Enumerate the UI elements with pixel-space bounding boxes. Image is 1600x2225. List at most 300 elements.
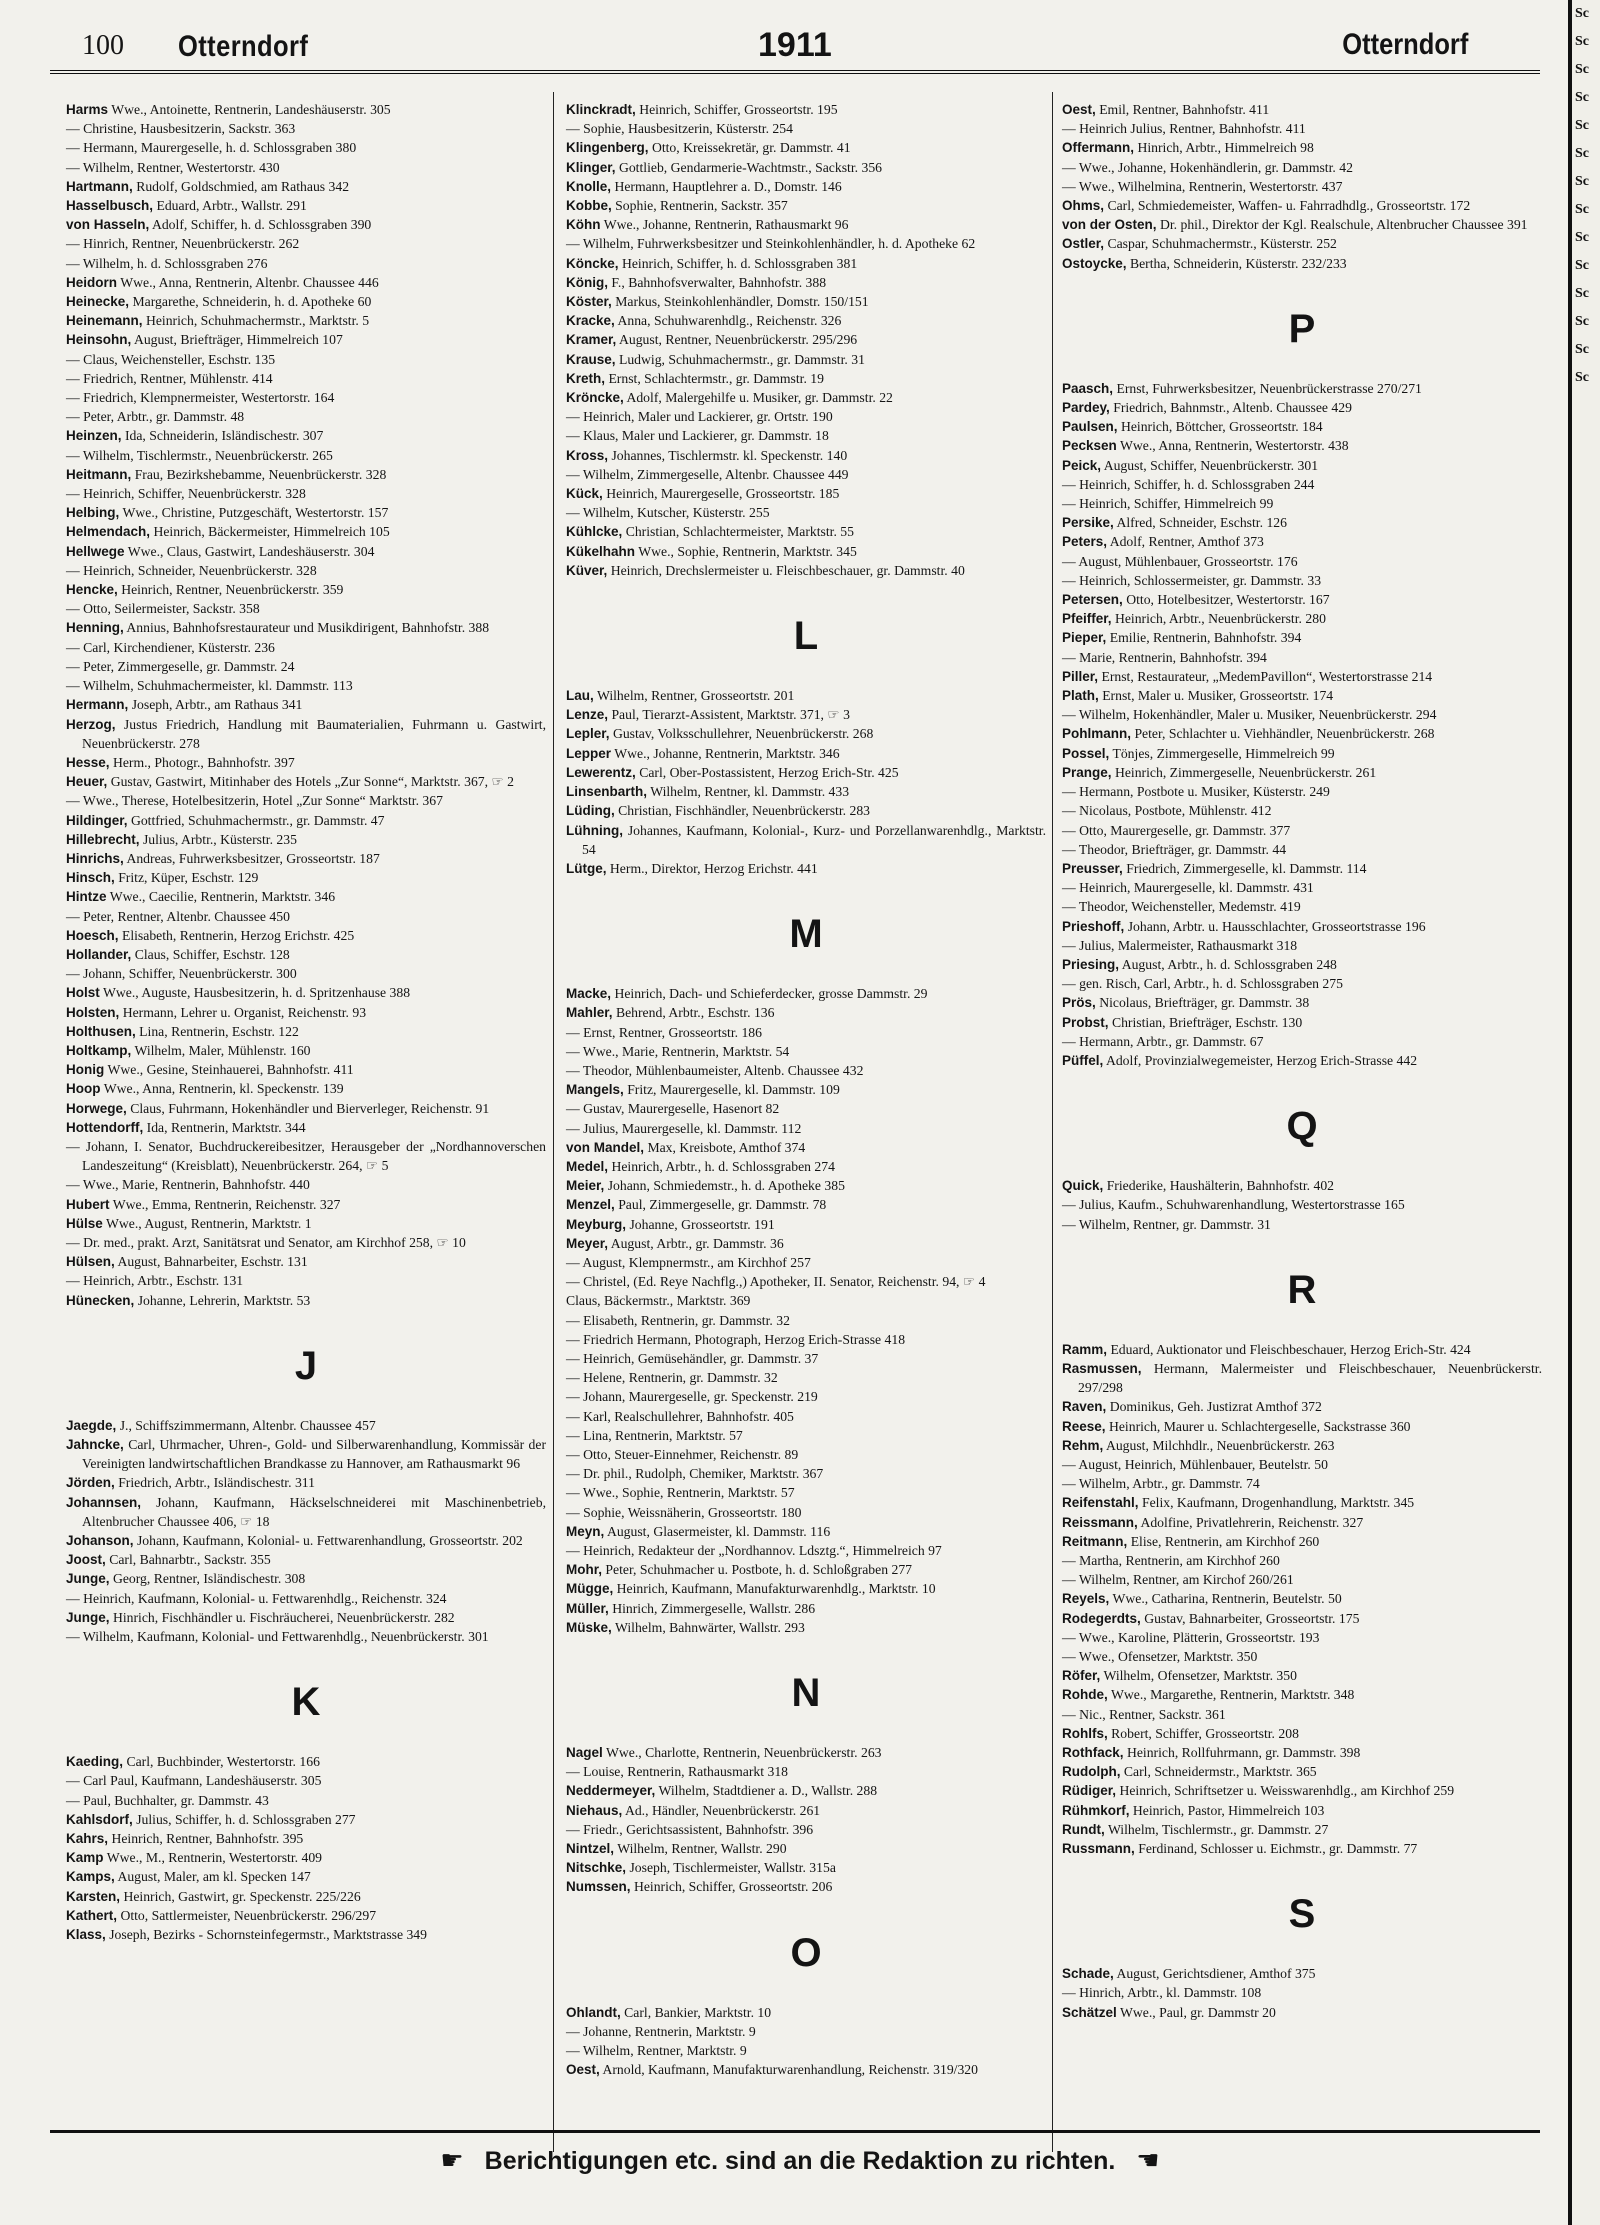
directory-entry <box>66 715 546 753</box>
entry-details: — Heinrich Julius, Rentner, Bahnhofstr. 411 <box>1062 121 1306 137</box>
entry-details: Nicolaus, Briefträger, gr. Dammstr. 38 <box>1099 995 1310 1011</box>
entry-surname: Kamps, <box>66 1869 115 1885</box>
directory-entry <box>566 705 1046 724</box>
directory-entry <box>1062 158 1542 177</box>
entry-details: Heinrich, Schuhmachermstr., Marktstr. 5 <box>145 313 370 329</box>
section-letter: L <box>793 614 819 659</box>
directory-entry <box>566 1080 1046 1099</box>
entry-details: Ad., Händler, Neuenbrückerstr. 261 <box>624 1802 821 1818</box>
entry-details: Gottlieb, Gendarmerie-Wachtmstr., Sackstr. 356 <box>618 159 883 175</box>
directory-entry <box>566 1234 1046 1253</box>
entry-surname: Lau, <box>566 688 594 704</box>
entry-details: Heinrich, Schiffer, h. d. Schlossgraben 381 <box>621 255 858 271</box>
directory-entry <box>66 234 546 253</box>
section-letter: N <box>791 1671 821 1716</box>
entry-details: — Johanne, Rentnerin, Marktstr. 9 <box>566 2023 756 2039</box>
entry-surname: Kamp <box>66 1850 104 1866</box>
directory-entry <box>66 1791 546 1810</box>
entry-details: F., Bahnhofsverwalter, Bahnhofstr. 388 <box>611 274 827 290</box>
directory-entry <box>66 177 546 196</box>
entry-surname: Macke, <box>566 986 612 1002</box>
directory-entry <box>1062 724 1542 743</box>
footer-note <box>0 2145 1600 2176</box>
entry-details: Heinrich, Maurergeselle, Grosseortstr. 185 <box>606 486 840 502</box>
directory-entry <box>1062 2003 1542 2022</box>
entry-surname: Helmendach, <box>66 524 151 540</box>
directory-entry <box>566 138 1046 157</box>
entry-details: Herm., Direktor, Herzog Erichstr. 441 <box>609 860 818 876</box>
entry-surname: Prieshoff, <box>1062 918 1125 934</box>
entry-surname: Hubert <box>66 1196 110 1212</box>
entry-details: — Wilhelm, Kaufmann, Kolonial- und Fettwarenhdlg., Neuenbrückerstr. 301 <box>66 1629 489 1645</box>
entry-details: Ida, Schneiderin, Isländischestr. 307 <box>124 428 324 444</box>
entry-details: Carl, Schneidermstr., Marktstr. 365 <box>1123 1764 1317 1780</box>
directory-entry <box>1062 840 1542 859</box>
entry-details: Carl, Uhrmacher, Uhren-, Gold- und Silberwarenhandlung, Kommissär der Vereinigten landwirtschaftlichen Brandkasse zu Hannover, am Rathausmarkt 96 <box>82 1437 547 1472</box>
directory-entry <box>566 254 1046 273</box>
directory-entry <box>566 292 1046 311</box>
entry-details: Adolf, Rentner, Amthof 373 <box>1109 534 1264 550</box>
entry-surname: Priesing, <box>1062 956 1120 972</box>
entry-details: Felix, Kaufmann, Drogenhandlung, Marktstr. 345 <box>1141 1495 1415 1511</box>
adjacent-page-fragment: Sc <box>1575 174 1589 189</box>
entry-details: Wilhelm, Maler, Mühlenstr. 160 <box>134 1042 311 1058</box>
entry-details: Hermann, Hauptlehrer a. D., Domstr. 146 <box>614 178 842 194</box>
adjacent-page-fragment: Sc <box>1575 118 1589 133</box>
entry-surname: Müske, <box>566 1619 612 1635</box>
entry-surname: Johanson, <box>66 1533 134 1549</box>
entry-details: Justus Friedrich, Handlung mit Baumaterialien, Fuhrmann u. Gastwirt, Neuenbrückerstr. 278 <box>82 716 547 751</box>
directory-entry <box>66 1195 546 1214</box>
entry-details: — Julius, Kaufm., Schuhwarenhandlung, Westertorstrasse 165 <box>1062 1197 1405 1213</box>
directory-entry <box>566 1464 1046 1483</box>
entry-surname: Hottendorff, <box>66 1119 144 1135</box>
entry-details: Julius, Arbtr., Küsterstr. 235 <box>142 831 297 847</box>
entry-details: Hinrich, Arbtr., Himmelreich 98 <box>1137 140 1314 156</box>
entry-details: Ernst, Maler u. Musiker, Grosseortstr. 174 <box>1102 688 1334 704</box>
footer-rule <box>50 2130 1540 2133</box>
directory-entry <box>566 273 1046 292</box>
entry-details: Heinrich, Kaufmann, Manufakturwarenhdlg., Marktstr. 10 <box>616 1581 936 1597</box>
entry-details: Otto, Kreissekretär, gr. Dammstr. 41 <box>651 140 851 156</box>
entry-surname: Kathert, <box>66 1907 118 1923</box>
entry-details: — Wwe., Karoline, Plätterin, Grosseortstr. 193 <box>1062 1629 1320 1645</box>
entry-surname: Hellwege <box>66 543 125 559</box>
directory-entry <box>1062 897 1542 916</box>
entry-details: Heinrich, Arbtr., h. d. Schlossgraben 274 <box>611 1158 835 1174</box>
entry-surname: Lenze, <box>566 707 609 723</box>
entry-details: Gustav, Gastwirt, Mitinhaber des Hotels „Zur Sonne“, Marktstr. 367, ☞ 2 <box>110 774 515 790</box>
directory-entry <box>1062 1513 1542 1532</box>
entry-details: Robert, Schiffer, Grosseortstr. 208 <box>1111 1725 1299 1741</box>
directory-entry <box>66 1137 546 1175</box>
directory-entry <box>566 1858 1046 1877</box>
entry-details: Heinrich, Rollfuhrmann, gr. Dammstr. 398 <box>1126 1745 1361 1761</box>
entry-details: — Sophie, Weissnäherin, Grosseortstr. 180 <box>566 1504 802 1520</box>
entry-surname: Heinsohn, <box>66 332 132 348</box>
entry-surname: Holthusen, <box>66 1023 136 1039</box>
entry-surname: Honig <box>66 1062 105 1078</box>
directory-entry <box>66 503 546 522</box>
directory-entry <box>1062 1417 1542 1436</box>
directory-entry <box>566 1579 1046 1598</box>
entry-details: Max, Kreisbote, Amthof 374 <box>647 1139 806 1155</box>
entry-surname: Prös, <box>1062 995 1096 1011</box>
entry-surname: Pecksen <box>1062 438 1117 454</box>
directory-entry <box>66 1214 546 1233</box>
entry-surname: Preusser, <box>1062 860 1123 876</box>
directory-entry <box>1062 215 1542 234</box>
directory-entry <box>1062 552 1542 571</box>
directory-entry <box>566 196 1046 215</box>
directory-entry <box>566 1003 1046 1022</box>
directory-entry <box>66 657 546 676</box>
entry-details: — Heinrich, Schneider, Neuenbrückerstr. 328 <box>66 562 317 578</box>
directory-entry <box>1062 1397 1542 1416</box>
entry-details: Hinrich, Zimmergeselle, Wallstr. 286 <box>612 1600 816 1616</box>
directory-entry <box>66 1550 546 1569</box>
entry-details: Sophie, Rentnerin, Sackstr. 357 <box>615 198 788 214</box>
section-letter: M <box>789 912 823 957</box>
entry-details: — Wwe., Johanne, Hokenhändlerin, gr. Dammstr. 42 <box>1062 159 1353 175</box>
directory-entry <box>1062 494 1542 513</box>
entry-details: Hermann, Malermeister und Fleischbeschauer, Neuenbrückerstr. 297/298 <box>1078 1360 1543 1396</box>
entry-details: — Ernst, Rentner, Grosseortstr. 186 <box>566 1024 762 1040</box>
entry-details: Wwe., Christine, Putzgeschäft, Westertorstr. 157 <box>122 505 389 521</box>
entry-details: Johanne, Grosseortstr. 191 <box>629 1216 775 1232</box>
entry-details: Carl, Ober-Postassistent, Herzog Erich-Str. 425 <box>639 764 899 780</box>
entry-details: — Nic., Rentner, Sackstr. 361 <box>1062 1706 1226 1722</box>
entry-details: August, Rentner, Neuenbrückerstr. 295/296 <box>618 332 858 348</box>
entry-details: Ida, Rentnerin, Marktstr. 344 <box>146 1119 306 1135</box>
entry-surname: Mügge, <box>566 1581 614 1597</box>
entry-details: Wwe., Gesine, Steinhauerei, Bahnhofstr. 411 <box>107 1062 354 1078</box>
directory-entry <box>566 1119 1046 1138</box>
directory-entry <box>566 1407 1046 1426</box>
entry-details: — Peter, Rentner, Altenbr. Chaussee 450 <box>66 908 290 924</box>
entry-details: Otto, Hotelbesitzer, Westertorstr. 167 <box>1126 592 1330 608</box>
directory-entry <box>566 1877 1046 1896</box>
directory-entry <box>66 1175 546 1194</box>
entry-details: Christian, Schlachtermeister, Marktstr. 55 <box>625 524 854 540</box>
adjacent-page-fragment: Sc <box>1575 230 1589 245</box>
directory-entry <box>66 292 546 311</box>
entry-details: Johann, Arbtr. u. Hausschlachter, Grosseortstrasse 196 <box>1127 918 1426 934</box>
directory-entry <box>566 2060 1046 2079</box>
directory-entry <box>1062 686 1542 705</box>
directory-entry <box>1062 744 1542 763</box>
directory-entry <box>66 907 546 926</box>
entry-details: Wwe., Margarethe, Rentnerin, Marktstr. 348 <box>1110 1687 1355 1703</box>
entry-details: — Martha, Rentnerin, am Kirchhof 260 <box>1062 1552 1280 1568</box>
directory-entry <box>66 465 546 484</box>
entry-details: — Wilhelm, Arbtr., gr. Dammstr. 74 <box>1062 1476 1260 1492</box>
entry-surname: Kreth, <box>566 370 606 386</box>
directory-entry <box>1062 782 1542 801</box>
directory-entry <box>1062 974 1542 993</box>
entry-surname: Hinrichs, <box>66 850 124 866</box>
entry-details: Elise, Rentnerin, am Kirchhof 260 <box>1130 1533 1320 1549</box>
entry-surname: Hintze <box>66 889 107 905</box>
entry-surname: Kükelhahn <box>566 543 636 559</box>
entry-details: Johannes, Kaufmann, Kolonial-, Kurz- und Porzellanwarenhdlg., Marktstr. 54 <box>582 822 1046 857</box>
directory-entry <box>66 695 546 714</box>
directory-entry <box>1062 628 1542 647</box>
entry-surname: Rühmkorf, <box>1062 1802 1130 1818</box>
entry-surname: Kahrs, <box>66 1831 109 1847</box>
adjacent-page-fragment: Sc <box>1575 258 1589 273</box>
entry-surname: Nagel <box>566 1745 603 1761</box>
directory-entry <box>66 1752 546 1771</box>
adjacent-page-fragment: Sc <box>1575 342 1589 357</box>
directory-entry <box>66 1569 546 1588</box>
entry-details: — Wilhelm, Rentner, Marktstr. 9 <box>566 2043 747 2059</box>
entry-surname: Köster, <box>566 294 612 310</box>
entry-surname: Hildinger, <box>66 812 128 828</box>
entry-surname: Kaeding, <box>66 1754 124 1770</box>
entry-surname: Meyer, <box>566 1235 609 1251</box>
entry-details: — Heinrich, Schiffer, Himmelreich 99 <box>1062 496 1274 512</box>
entry-details: Wwe., Antoinette, Rentnerin, Landeshäuserstr. 305 <box>111 102 391 117</box>
entry-details: — Heinrich, Maler und Lackierer, gr. Ortstr. 190 <box>566 409 833 425</box>
entry-surname: Lewerentz, <box>566 764 636 780</box>
entry-surname: Hinsch, <box>66 870 115 886</box>
running-head-right: Otterndorf <box>1341 28 1468 61</box>
entry-details: — August, Mühlenbauer, Grosseortstr. 176 <box>1062 553 1298 569</box>
directory-entry <box>66 369 546 388</box>
entry-details: Carl, Bankier, Marktstr. 10 <box>624 2004 772 2020</box>
directory-entry <box>66 1099 546 1118</box>
directory-entry <box>566 1099 1046 1118</box>
entry-details: Heinrich, Dach- und Schieferdecker, grosse Dammstr. 29 <box>614 986 928 1002</box>
directory-entry <box>66 1829 546 1848</box>
entry-details: Carl, Buchbinder, Westertorstr. 166 <box>126 1754 320 1770</box>
entry-surname: Reifenstahl, <box>1062 1495 1139 1511</box>
directory-entry <box>1062 1647 1542 1666</box>
directory-entry <box>566 1176 1046 1195</box>
entry-surname: Heidorn <box>66 274 118 290</box>
section-letter: O <box>790 1930 822 1975</box>
directory-entry <box>1062 1493 1542 1512</box>
entry-surname: Rasmussen, <box>1062 1360 1142 1376</box>
section-letter: Q <box>1286 1104 1318 1149</box>
entry-surname: Possel, <box>1062 745 1110 761</box>
entry-details: — Marie, Rentnerin, Bahnhofstr. 394 <box>1062 649 1267 665</box>
entry-surname: Rothfack, <box>1062 1745 1124 1761</box>
entry-details: Ernst, Schlachtermstr., gr. Dammstr. 19 <box>608 370 824 386</box>
entry-surname: Harms <box>66 102 109 117</box>
directory-entry <box>566 1560 1046 1579</box>
entry-details: Frau, Bezirkshebamme, Neuenbrückerstr. 328 <box>134 466 387 482</box>
entry-surname: Mangels, <box>566 1082 624 1098</box>
entry-details: Fritz, Maurergeselle, kl. Dammstr. 109 <box>627 1082 840 1098</box>
entry-details: Wilhelm, Tischlermstr., gr. Dammstr. 27 <box>1107 1821 1329 1837</box>
entry-details: Peter, Schuhmacher u. Postbote, h. d. Schloßgraben 277 <box>605 1562 913 1578</box>
entry-details: — Hinrich, Rentner, Neuenbrückerstr. 262 <box>66 236 300 252</box>
directory-entry <box>566 686 1046 705</box>
directory-entry <box>1062 234 1542 253</box>
entry-surname: Henning, <box>66 620 124 636</box>
directory-entry <box>66 1416 546 1435</box>
entry-details: — Heinrich, Redakteur der „Nordhannov. Ldsztg.“, Himmelreich 97 <box>566 1543 942 1558</box>
entry-details: August, Glasermeister, kl. Dammstr. 116 <box>606 1523 831 1539</box>
entry-details: Claus, Bäckermstr., Marktstr. 369 <box>566 1293 751 1309</box>
entry-surname: Oest, <box>1062 102 1096 117</box>
entry-details: — Wilhelm, Rentner, Westertorstr. 430 <box>66 159 280 175</box>
directory-entry <box>566 1311 1046 1330</box>
directory-entry <box>66 1271 546 1290</box>
directory-entry <box>66 1003 546 1022</box>
directory-entry <box>566 801 1046 820</box>
directory-entry <box>1062 138 1542 157</box>
directory-entry <box>566 369 1046 388</box>
entry-details: — Wwe., Marie, Rentnerin, Marktstr. 54 <box>566 1043 790 1059</box>
directory-entry <box>1062 1743 1542 1762</box>
entry-details: — Louise, Rentnerin, Rathausmarkt 318 <box>566 1764 789 1780</box>
entry-details: August, Bahnarbeiter, Eschstr. 131 <box>117 1254 308 1270</box>
directory-entry <box>566 311 1046 330</box>
directory-entry <box>1062 1666 1542 1685</box>
section-letter: R <box>1287 1267 1317 1312</box>
directory-entry <box>566 2041 1046 2060</box>
directory-entry <box>66 791 546 810</box>
directory-entry <box>66 945 546 964</box>
entry-surname: Heinemann, <box>66 313 143 329</box>
entry-surname: Küver, <box>566 562 608 578</box>
adjacent-page-fragment: Sc <box>1575 62 1589 77</box>
entry-surname: Menzel, <box>566 1197 615 1213</box>
entry-surname: Rehm, <box>1062 1437 1104 1453</box>
entry-details: Johann, Kaufmann, Häckselschneiderei mit Maschinenbetrieb, Altenbrucher Chaussee 406, ☞ 18 <box>82 1494 547 1529</box>
directory-entry <box>566 1599 1046 1618</box>
directory-entry <box>566 1253 1046 1272</box>
header-rule <box>50 70 1540 74</box>
directory-entry <box>66 1906 546 1925</box>
entry-surname: Knolle, <box>566 178 612 194</box>
entry-details: Heinrich, Gastwirt, gr. Speckenstr. 225/226 <box>123 1888 361 1904</box>
entry-details: — Theodor, Mühlenbaumeister, Altenb. Chaussee 432 <box>566 1062 864 1078</box>
entry-surname: Raven, <box>1062 1399 1107 1415</box>
entry-details: — Carl, Kirchendiener, Küsterstr. 236 <box>66 639 275 655</box>
section-letter: K <box>291 1680 321 1725</box>
entry-details: Otto, Sattlermeister, Neuenbrückerstr. 296/297 <box>120 1907 377 1923</box>
entry-details: Heinrich, Arbtr., Neuenbrückerstr. 280 <box>1114 611 1326 627</box>
entry-surname: Müller, <box>566 1600 609 1616</box>
directory-entry <box>566 763 1046 782</box>
directory-entry <box>66 811 546 830</box>
directory-entry <box>66 983 546 1002</box>
entry-surname: Kracke, <box>566 313 615 329</box>
entry-surname: Linsenbarth, <box>566 784 648 800</box>
entry-surname: von Mandel, <box>566 1139 645 1155</box>
entry-surname: Jahncke, <box>66 1437 124 1452</box>
entry-surname: Numssen, <box>566 1879 631 1895</box>
directory-entry <box>66 1473 546 1492</box>
entry-details: — Hermann, Arbtr., gr. Dammstr. 67 <box>1062 1033 1264 1049</box>
directory-entry <box>1062 1628 1542 1647</box>
entry-details: Wwe., Anna, Rentnerin, kl. Speckenstr. 139 <box>103 1081 344 1097</box>
directory-entry <box>566 484 1046 503</box>
adjacent-page-fragment: Sc <box>1575 90 1589 105</box>
entry-details: — Heinrich, Arbtr., Eschstr. 131 <box>66 1273 244 1289</box>
directory-entry <box>1062 590 1542 609</box>
directory-entry <box>566 1291 1046 1310</box>
entry-surname: Rüdiger, <box>1062 1783 1117 1799</box>
entry-details: Heinrich, Zimmergeselle, Neuenbrückerstr. 261 <box>1114 764 1377 780</box>
adjacent-page-fragment: Sc <box>1575 314 1589 329</box>
entry-details: Wwe., Auguste, Hausbesitzerin, h. d. Spritzenhause 388 <box>102 985 411 1001</box>
directory-entry <box>1062 993 1542 1012</box>
entry-details: Wwe., Sophie, Rentnerin, Marktstr. 345 <box>638 543 857 559</box>
directory-entry <box>66 1291 546 1310</box>
entry-details: Wwe., Charlotte, Rentnerin, Neuenbrückerstr. 263 <box>605 1745 882 1761</box>
column-3 <box>1062 100 1542 2022</box>
directory-entry <box>66 119 546 138</box>
directory-entry <box>566 1330 1046 1349</box>
directory-entry <box>66 964 546 983</box>
entry-surname: Ostoycke, <box>1062 255 1127 271</box>
entry-details: Gustav, Bahnarbeiter, Grosseortstr. 175 <box>1144 1610 1360 1626</box>
entry-surname: Prange, <box>1062 764 1112 780</box>
entry-details: — Friedrich, Klempnermeister, Westertorstr. 164 <box>66 390 335 406</box>
entry-details: August, Gerichtsdiener, Amthof 375 <box>1116 1966 1316 1982</box>
entry-details: — gen. Risch, Carl, Arbtr., h. d. Schlossgraben 275 <box>1062 976 1343 992</box>
directory-entry <box>1062 1609 1542 1628</box>
directory-entry <box>66 849 546 868</box>
entry-details: Anna, Schuhwarenhdlg., Reichenstr. 326 <box>617 313 842 329</box>
entry-details: August, Briefträger, Himmelreich 107 <box>133 332 343 348</box>
directory-entry <box>566 1445 1046 1464</box>
entry-surname: Pardey, <box>1062 400 1110 416</box>
directory-entry <box>566 1042 1046 1061</box>
entry-details: Fritz, Küper, Eschstr. 129 <box>118 870 259 886</box>
directory-entry <box>566 1781 1046 1800</box>
entry-surname: Ostler, <box>1062 236 1105 252</box>
directory-entry <box>566 330 1046 349</box>
entry-details: — Christel, (Ed. Reye Nachflg.,) Apotheker, II. Senator, Reichenstr. 94, ☞ 4 <box>566 1274 986 1290</box>
adjacent-page-fragment: Sc <box>1575 286 1589 301</box>
entry-surname: Meyburg, <box>566 1216 627 1232</box>
directory-entry <box>66 158 546 177</box>
directory-entry <box>66 350 546 369</box>
directory-entry <box>566 1839 1046 1858</box>
pointing-hand-left-icon: ☚ <box>1136 2145 1160 2175</box>
entry-details: — Hermann, Maurergeselle, h. d. Schlossgraben 380 <box>66 140 357 156</box>
entry-details: Johann, Kaufmann, Kolonial- u. Fettwarenhandlung, Grosseortstr. 202 <box>136 1533 523 1549</box>
directory-entry <box>66 1233 546 1252</box>
entry-details: Gustav, Volksschullehrer, Neuenbrückerstr. 268 <box>612 726 874 742</box>
directory-entry <box>66 254 546 273</box>
entry-details: Adolf, Provinzialwegemeister, Herzog Erich-Strasse 442 <box>1105 1052 1418 1068</box>
entry-details: Carl, Bahnarbtr., Sackstr. 355 <box>109 1552 271 1568</box>
entry-surname: Rundt, <box>1062 1821 1105 1837</box>
entry-details: Caspar, Schuhmachermstr., Küsterstr. 252 <box>1107 236 1337 252</box>
directory-entry <box>566 426 1046 445</box>
directory-entry <box>566 561 1046 580</box>
entry-details: — Carl Paul, Kaufmann, Landeshäuserstr. 305 <box>66 1773 322 1789</box>
directory-entry <box>1062 763 1542 782</box>
directory-entry <box>566 522 1046 541</box>
directory-entry <box>66 1118 546 1137</box>
directory-entry <box>1062 1340 1542 1359</box>
directory-entry <box>66 100 546 119</box>
entry-surname: Hasselbusch, <box>66 198 154 214</box>
entry-surname: Jörden, <box>66 1475 115 1491</box>
entry-details: — Dr. phil., Rudolph, Chemiker, Marktstr. 367 <box>566 1466 824 1482</box>
entry-surname: Reyels, <box>1062 1591 1110 1607</box>
entry-details: Paul, Tierarzt-Assistent, Marktstr. 371, ☞ 3 <box>611 707 850 723</box>
directory-entry <box>1062 417 1542 436</box>
